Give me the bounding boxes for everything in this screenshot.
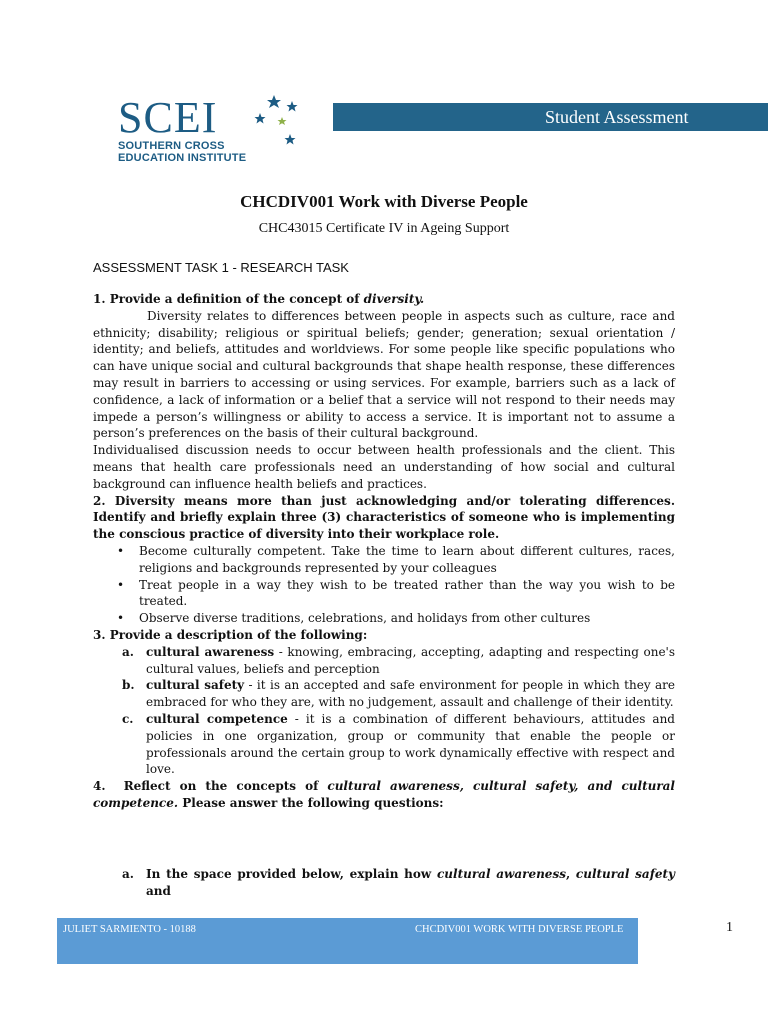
logo-subtitle-line1: SOUTHERN CROSS bbox=[118, 140, 225, 152]
term-description: - it is a combination of different behaviours, attitudes and policies in one organization, group or community that enable the people or professionals around the certain group to work dynamically effective with respect and love. bbox=[146, 711, 675, 777]
question-1-emphasis: diversity. bbox=[363, 292, 425, 306]
document-title: CHCDIV001 Work with Diverse People bbox=[240, 192, 528, 211]
answer-3-list bbox=[93, 644, 675, 778]
question-4a-post: and bbox=[146, 883, 171, 898]
question-4-pre: Reflect on the concepts of bbox=[123, 779, 328, 794]
list-item: • Observe diverse traditions, celebrations, and holidays from other cultures bbox=[139, 610, 675, 627]
question-4a-pre: In the space provided below, explain how bbox=[146, 866, 437, 881]
answer-2-list bbox=[93, 543, 675, 627]
list-marker: a. bbox=[122, 866, 134, 881]
question-4 bbox=[93, 778, 675, 812]
footer-course: CHCDIV001 WORK WITH DIVERSE PEOPLE bbox=[415, 924, 624, 935]
list-item: • Become culturally competent. Take the time to learn about different cultures, races, religions and backgrounds represented by your colleagues bbox=[139, 543, 675, 577]
term-description: - knowing, embracing, accepting, adapting and respecting one's cultural values, beliefs and perception bbox=[146, 644, 675, 676]
question-4-emphasis: cultural awareness, cultural safety, and cultural competence. bbox=[93, 779, 675, 810]
banner-label: Student Assessment bbox=[545, 107, 689, 127]
term-label: cultural awareness bbox=[146, 644, 275, 659]
task-heading: ASSESSMENT TASK 1 - RESEARCH TASK bbox=[93, 260, 349, 275]
question-4a-mid: , bbox=[565, 866, 576, 881]
question-4-number: 4. bbox=[93, 779, 106, 794]
answer-1-paragraph-2: Individualised discussion needs to occur between health professionals and the client. This means that health care professionals need an understanding of how social and cultural background can influence health beliefs and practices. bbox=[93, 443, 675, 491]
question-2: 2. Diversity means more than just acknowledging and/or tolerating differences. Identify and briefly explain three (3) characteristics of someone who is implementing the conscious practice of diversity into their workplace role. bbox=[93, 493, 675, 542]
list-marker: c. bbox=[122, 711, 134, 726]
question-1 bbox=[93, 291, 675, 308]
list-item bbox=[122, 644, 675, 678]
list-item bbox=[122, 711, 675, 778]
question-4a bbox=[122, 866, 676, 900]
list-marker: b. bbox=[122, 678, 135, 693]
list-item bbox=[122, 677, 675, 711]
answer-1-paragraph-1: Diversity relates to differences between people in aspects such as culture, race and ethnicity; disability; religious or spiritual beliefs; gender; generation; sexual orientation / identity; and beliefs, attitudes and worldviews. For some people like specific populations who can have unique social and cultural backgrounds that shape health response, these differences may result in barriers to accessing or using services. For example, barriers such as a lack of confidence, a lack of information or a belief that a service will not respond to their needs may impede a person’s willingness or ability to access a service. It is important not to assume a person’s preferences on the basis of their cultural background. bbox=[93, 308, 675, 441]
question-3: 3. Provide a description of the following: bbox=[93, 627, 368, 642]
question-4a-emphasis-2: cultural safety bbox=[575, 866, 676, 881]
document-body bbox=[93, 291, 675, 899]
list-marker: a. bbox=[122, 644, 134, 659]
term-label: cultural safety bbox=[146, 678, 245, 693]
page-footer bbox=[57, 918, 638, 964]
question-4-post: Please answer the following questions: bbox=[178, 795, 444, 810]
student-assessment-banner bbox=[333, 103, 768, 131]
page-number: 1 bbox=[726, 920, 733, 935]
answer-space bbox=[93, 812, 675, 866]
question-4-sublist bbox=[93, 866, 675, 900]
question-1-text: 1. Provide a definition of the concept of bbox=[93, 292, 364, 306]
logo-subtitle-line2: EDUCATION INSTITUTE bbox=[118, 152, 247, 164]
term-description: - it is an accepted and safe environment for people in which they are embraced for who they are, with no judgement, assault and challenge of their identity. bbox=[146, 678, 675, 710]
logo-wordmark: SCEI bbox=[118, 93, 218, 142]
term-label: cultural competence bbox=[146, 711, 288, 726]
list-item: • Treat people in a way they wish to be treated rather than the way you wish to be treated. bbox=[139, 577, 675, 611]
question-4a-emphasis-1: cultural awareness bbox=[436, 866, 566, 881]
logo-stars-icon bbox=[252, 92, 312, 152]
footer-author: JULIET SARMIENTO - 10188 bbox=[63, 924, 196, 935]
document-subtitle: CHC43015 Certificate IV in Ageing Support bbox=[258, 221, 510, 236]
